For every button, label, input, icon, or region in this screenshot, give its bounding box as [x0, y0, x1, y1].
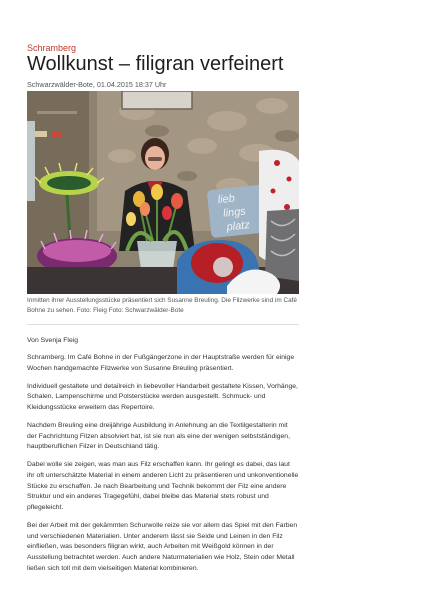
- article-paragraph: Bei der Arbeit mit der gekämmten Schurwolle reize sie vor allem das Spiel mit den Farben und verschiedenen Materialien. Unter anderem lässt sie Seide und Leinen in den Filz einfließen, was besonders filigran wirkt, auch Arbeiten mit Weißgold können in der Ausstellung betrachtet werden. Auch andere Naturmaterialien wie Holz, Stein oder Metall ließen sich toll mit dem vielseitigen Material kombinieren.: [27, 521, 298, 573]
- felt-sign-line-1: lieb: [217, 192, 236, 207]
- article-headline: Wollkunst – filigran verfeinert: [27, 53, 284, 75]
- caption-divider: [27, 324, 299, 325]
- article-paragraph: Dabei wolle sie zeigen, was man aus Filz erschaffen kann. Ihr gelingt es dabei, das laut ihr oft unterschätzte Material in einem anderen Licht zu präsentieren und unkonventionelle Stücke zu erschaffen. Je nach Bearbeitung und Technik bekommt der Filz eine andere Struktur und ein anderes Tragegefühl, dabei bleibe das Material stets robust und pflegeleicht.: [27, 460, 299, 512]
- felt-sign-line-2: lings: [222, 205, 247, 220]
- article-kicker[interactable]: Schramberg: [27, 43, 77, 53]
- article-meta: Schwarzwälder-Bote, 01.04.2015 18:37 Uhr: [27, 80, 167, 89]
- article-paragraph: Individuell gestaltete und detailreich in liebevoller Handarbeit gestaltete Kissen, Vorhänge, Schalen, Lampenschirme und Polsterstücke werden ausgestellt. Schmuck- und Kleidungsstücke erweitern das Repertoire.: [27, 382, 298, 412]
- article-author: Von Svenja Fleig: [27, 337, 79, 344]
- article-paragraph: Nachdem Breuling eine dreijährige Ausbildung in Anlehnung an die Textilgestalterin mit der Fachrichtung Filzen absolviert hat, ist sie nun als eine der wenigen selbstständigen, hauptberuflichen Filzer in Deutschland tätig.: [27, 421, 290, 451]
- article-photo: [27, 91, 299, 294]
- felt-sign-line-3: platz: [226, 219, 251, 234]
- article-body: [27, 336, 299, 582]
- photo-caption: Inmitten ihrer Ausstellungsstücke präsentiert sich Susanne Breuling. Die Filzwerke sind im Café Bohne zu sehen. Foto: Fleig Foto: Schwarzwälder-Bote: [27, 297, 297, 314]
- article-paragraph: Schramberg. Im Café Bohne in der Fußgängerzone in der Hauptstraße werden für einige Wochen handgemachte Filzwerke von Susanne Breuling präsentiert.: [27, 354, 295, 373]
